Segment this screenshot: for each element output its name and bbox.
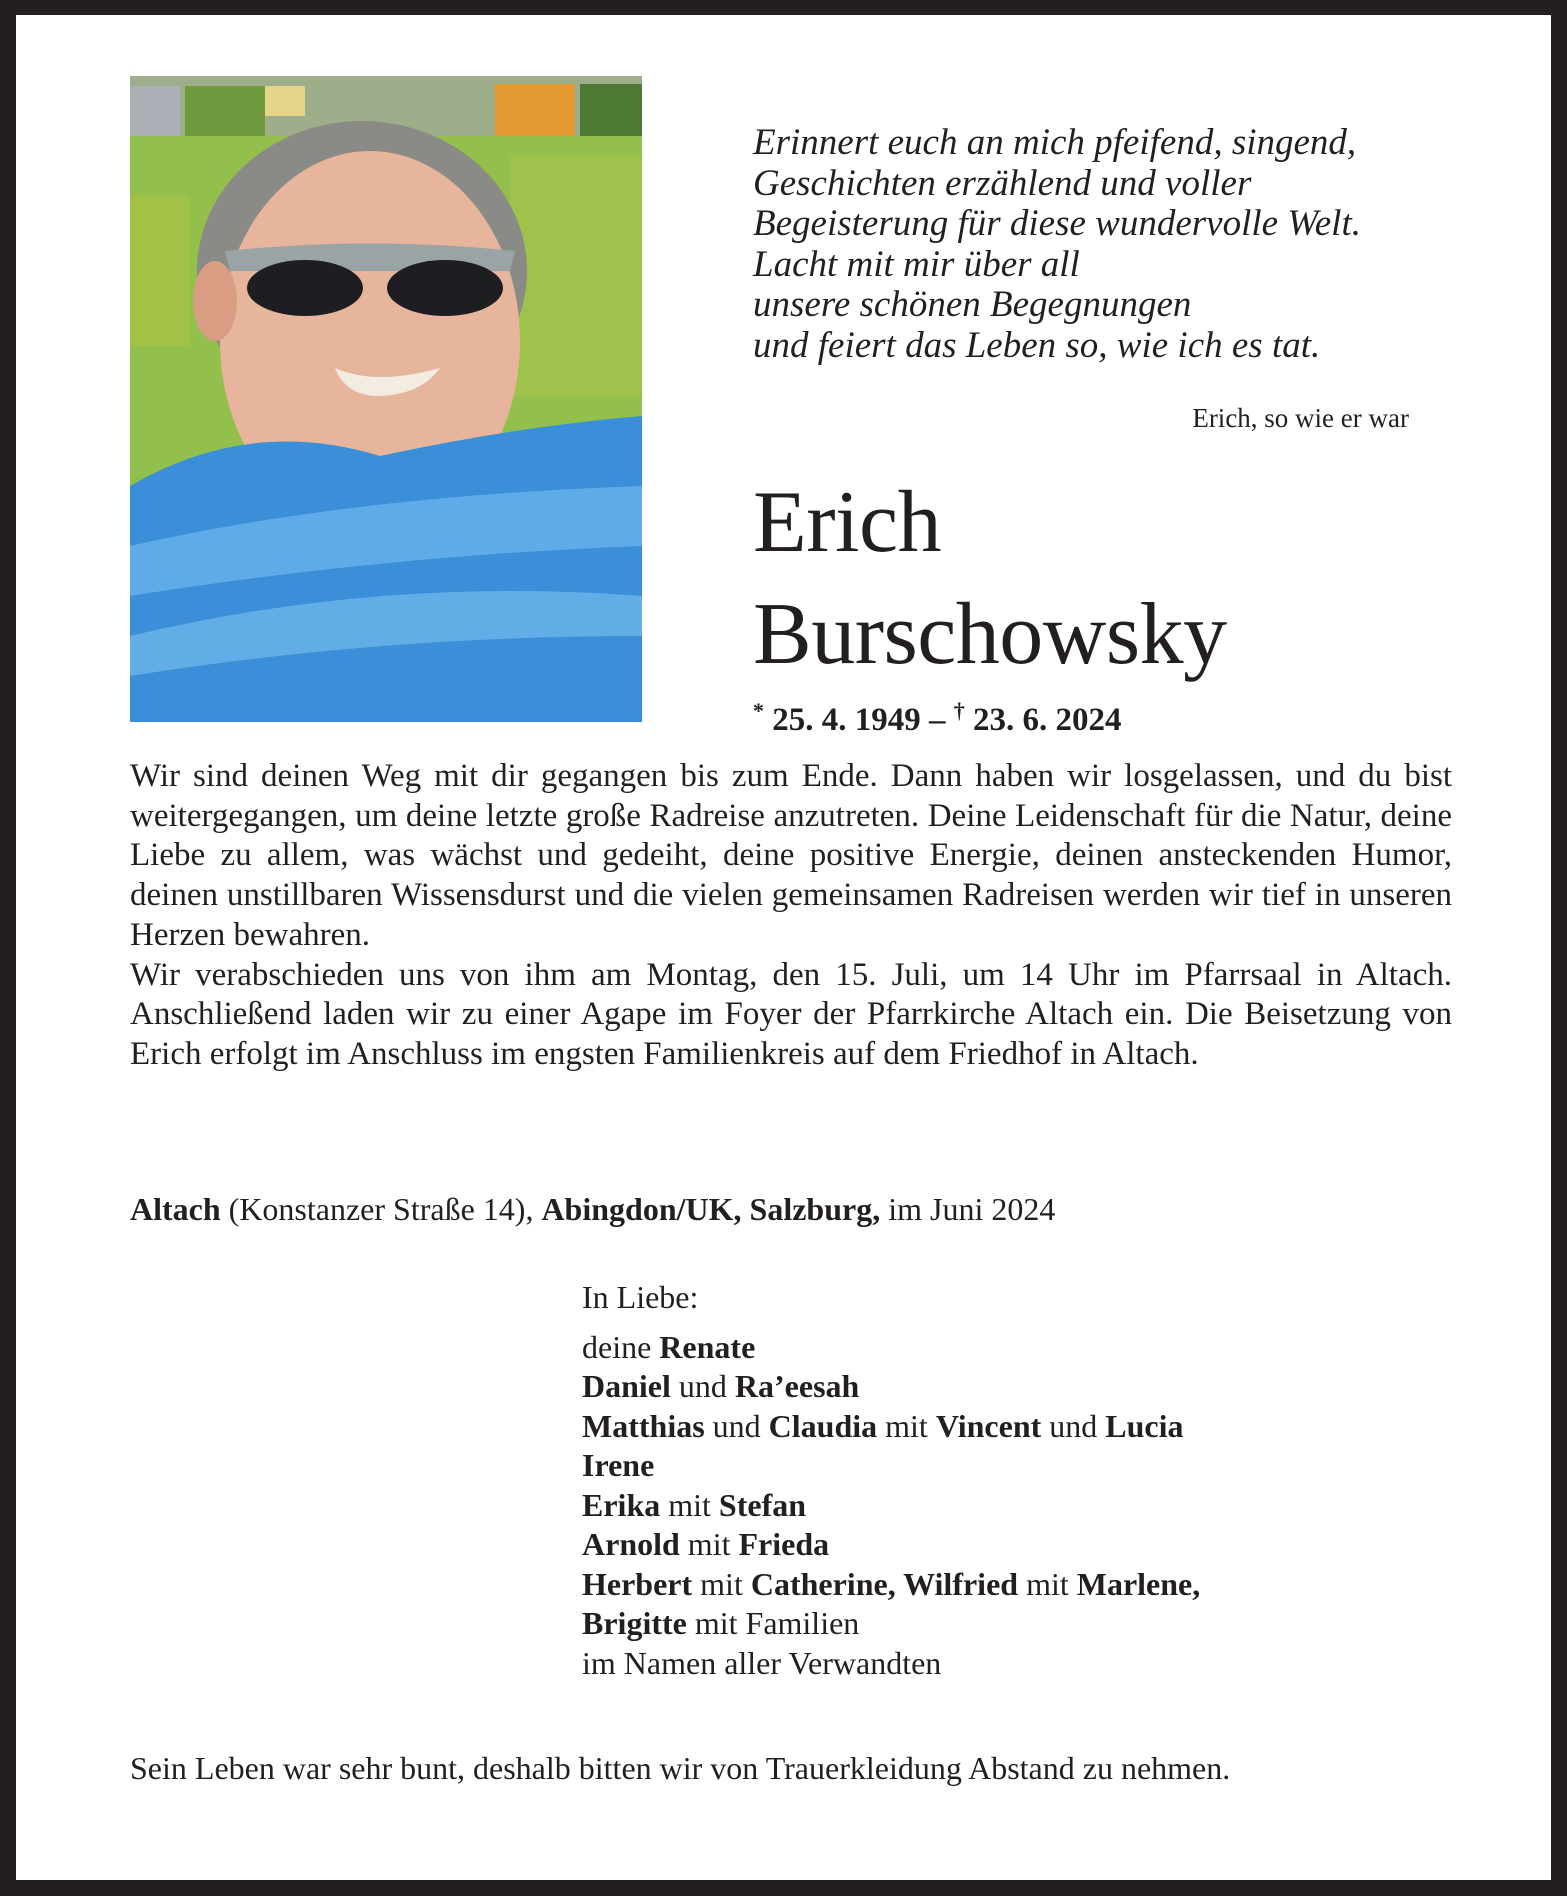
date-separator: – [920,702,954,738]
place-date-line [130,1191,1055,1228]
place-date: im Juni 2024 [880,1191,1056,1227]
quote-line: Begeisterung für diese wundervolle Welt. [753,203,1361,244]
mourner-name: Frieda [738,1526,830,1562]
mourner-row [582,1367,1200,1407]
mourner-name: Marlene, [1076,1565,1201,1602]
death-cross-icon: † [953,698,965,723]
funeral-info-paragraph: Wir verabschieden uns von ihm am Montag, den 15. Juli, um 14 Uhr im Pfarrsaal in Altach. Anschließend laden wir zu einer Agape im Foyer der Pfarrkirche Altach ein. Die Beisetzung von Erich erfolgt im Anschluss im engsten Familienkreis auf dem Friedhof in Altach. [130,956,1452,1072]
mourners-greeting: In Liebe: [582,1279,699,1315]
mourner-row [582,1486,1200,1526]
mourner-connector: und [704,1407,769,1444]
mourner-name: Irene [582,1447,655,1483]
deceased-name [753,467,1227,691]
mourners-rows [582,1328,1200,1684]
first-name: Erich [753,474,942,571]
mourner-connector: und [1041,1407,1106,1444]
birth-star-icon: * [753,698,764,723]
mourner-connector: im Namen aller Verwandten [582,1644,942,1681]
mourner-row [582,1446,1200,1486]
obituary-sheet [16,15,1551,1880]
portrait-image [130,76,642,722]
mourner-name: Arnold [582,1526,680,1562]
mourner-connector: mit [660,1486,719,1523]
quote-line: und feiert das Leben so, wie ich es tat. [753,324,1321,366]
life-dates [753,698,1122,739]
mourner-name: Brigitte [582,1605,687,1641]
mourner-row [582,1604,1200,1644]
mourner-row [582,1565,1200,1605]
mourner-name: Renate [659,1328,756,1365]
death-date: 23. 6. 2024 [973,702,1122,738]
mourner-name: Daniel [582,1368,671,1404]
obituary-text [130,757,1452,1075]
mourner-row [582,1407,1200,1447]
mourner-connector: deine [582,1328,660,1365]
mourner-name: Herbert [582,1565,693,1602]
memorial-quote [753,123,1433,366]
place-altach: Altach [130,1191,221,1227]
quote-line: Lacht mit mir über all [753,243,1080,285]
mourner-connector: und [670,1368,735,1404]
last-name: Burschowsky [753,586,1227,683]
mourner-connector: mit [679,1526,739,1562]
other-places: Abingdon/UK, Salzburg, [541,1191,881,1227]
mourner-name: Stefan [718,1486,807,1523]
mourner-row [582,1525,1200,1565]
mourner-name: Catherine, Wilfried [750,1565,1019,1602]
mourner-name: Matthias [582,1407,705,1444]
mourner-connector: mit Familien [686,1605,860,1641]
mourner-connector: mit [877,1407,936,1444]
quote-line: unsere schönen Begegnungen [753,284,1192,325]
mourners-list [582,1278,1200,1683]
dress-code-note: Sein Leben war sehr bunt, deshalb bitten wir von Trauerkleidung Abstand zu nehmen. [130,1750,1231,1786]
mourner-row [582,1328,1200,1368]
mourner-name: Vincent [935,1407,1042,1444]
birth-date: 25. 4. 1949 [772,702,921,738]
quote-line: Erinnert euch an mich pfeifend, singend, [753,122,1357,163]
mourner-name: Lucia [1105,1407,1184,1444]
quote-signature: Erich, so wie er war [1192,403,1409,433]
farewell-paragraph: Wir sind deinen Weg mit dir gegangen bis zum Ende. Dann haben wir losgelassen, und du bist weitergegangen, um deine letzte große Radreise anzutreten. Deine Leidenschaft für die Natur, deine Liebe zu allem, was wächst und gedeiht, deine positive Energie, deinen ansteckenden Humor, deinen unstillbaren Wissensdurst und die vielen gemeinsamen Radreisen werden wir tief in unseren Herzen bewahren. [130,758,1452,953]
mourner-name: Ra’eesah [734,1368,860,1404]
mourner-name: Erika [582,1486,661,1523]
mourner-name: Claudia [768,1407,878,1444]
mourner-connector: mit [692,1565,751,1602]
mourner-connector: mit [1018,1565,1077,1602]
address: (Konstanzer Straße 14), [220,1191,542,1227]
mourner-row [582,1644,1200,1684]
quote-line: Geschichten erzählend und voller [753,162,1252,204]
portrait-photo [130,76,642,722]
